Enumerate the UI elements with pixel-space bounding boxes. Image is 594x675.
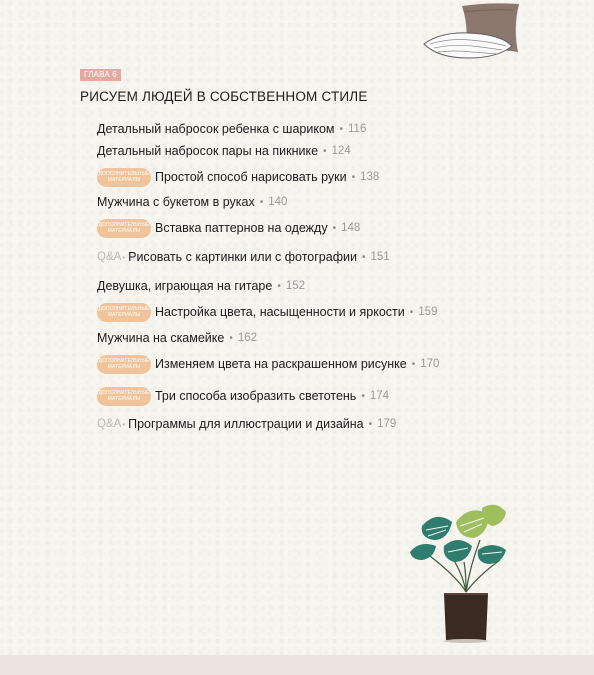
extra-materials-tag-line2: МАТЕРИАЛЫ [107, 177, 141, 183]
extra-materials-tag-line1: ДОПОЛНИТЕЛЬНЫЕ [98, 390, 150, 396]
chapter-badge: ГЛАВА 6 [80, 69, 121, 81]
page-bottom-band [0, 655, 594, 675]
toc-entry-title: Девушка, играющая на гитаре [97, 279, 273, 293]
toc-entry[interactable] [97, 354, 439, 374]
qa-separator: • [122, 420, 126, 429]
toc-page-number: 159 [418, 306, 438, 318]
qa-label [97, 418, 125, 430]
toc-entry-title: Мужчина с букетом в руках [97, 195, 255, 209]
toc-separator: • [409, 306, 414, 318]
toc-page-number: 162 [237, 332, 258, 344]
toc-entry[interactable] [97, 386, 389, 406]
toc-entry-title: Программы для иллюстрации и дизайна [128, 417, 364, 431]
qa-separator: • [122, 253, 126, 262]
toc-entry[interactable] [97, 302, 437, 322]
toc-entry[interactable] [97, 167, 379, 187]
toc-entry-title: Настройка цвета, насыщенности и яркости [155, 305, 405, 319]
toc-entry-title: Детальный набросок ребенка с шариком [97, 122, 335, 136]
toc-entry[interactable] [97, 119, 366, 139]
toc-entry-title: Детальный набросок пары на пикнике [97, 144, 319, 158]
toc-separator: • [339, 123, 344, 135]
toc-page-number: 138 [360, 171, 380, 183]
extra-materials-tag-line1: ДОПОЛНИТЕЛЬНЫЕ [98, 306, 150, 312]
toc-separator: • [368, 418, 373, 430]
toc-separator: • [361, 251, 366, 263]
toc-separator: • [351, 171, 356, 183]
toc-entry-title: Рисовать с картинки или с фотографии [128, 250, 357, 264]
extra-materials-tag-line1: ДОПОЛНИТЕЛЬНЫЕ [98, 171, 150, 177]
toc-entry[interactable] [97, 192, 287, 212]
toc-entry[interactable] [97, 328, 257, 348]
toc-entry-title: Вставка паттернов на одежду [155, 221, 328, 235]
extra-materials-tag [97, 219, 151, 238]
extra-materials-tag-line2: МАТЕРИАЛЫ [107, 364, 141, 370]
pillow-illustration-icon [420, 0, 530, 66]
extra-materials-tag [97, 303, 151, 322]
toc-entry[interactable] [97, 218, 360, 238]
potted-plant-illustration-icon [408, 500, 518, 645]
toc-page-number: 174 [369, 390, 390, 402]
toc-page-number: 179 [377, 418, 397, 430]
toc-page-number: 148 [341, 222, 361, 234]
extra-materials-tag-line2: МАТЕРИАЛЫ [107, 396, 141, 402]
extra-materials-tag-line1: ДОПОЛНИТЕЛЬНЫЕ [98, 222, 150, 228]
toc-page-number: 152 [285, 280, 306, 292]
qa-label-text: Q&A [97, 251, 122, 263]
toc-entry-title: Изменяем цвета на раскрашенном рисунке [155, 357, 407, 371]
toc-entry[interactable] [97, 276, 305, 296]
toc-separator: • [332, 222, 337, 234]
toc-page-number: 124 [331, 145, 351, 157]
extra-materials-tag [97, 168, 151, 187]
toc-separator: • [411, 358, 416, 370]
toc-entry[interactable] [97, 414, 396, 434]
extra-materials-tag [97, 387, 151, 406]
toc-separator: • [323, 145, 327, 157]
qa-label-text: Q&A [97, 418, 122, 430]
extra-materials-tag [97, 355, 151, 374]
extra-materials-tag-line1: ДОПОЛНИТЕЛЬНЫЕ [98, 358, 150, 364]
toc-page-number: 140 [268, 196, 288, 208]
toc-page-number: 151 [370, 251, 390, 263]
toc-separator: • [259, 196, 264, 208]
toc-entry[interactable] [97, 141, 351, 161]
toc-entry-title: Мужчина на скамейке [97, 331, 225, 345]
toc-separator: • [361, 390, 365, 402]
toc-page-number: 170 [420, 358, 440, 370]
toc-page-number: 116 [348, 123, 367, 135]
qa-label [97, 251, 125, 263]
chapter-title: РИСУЕМ ЛЮДЕЙ В СОБСТВЕННОМ СТИЛЕ [80, 89, 368, 104]
extra-materials-tag-line2: МАТЕРИАЛЫ [107, 228, 141, 234]
toc-entry[interactable] [97, 247, 390, 267]
toc-entry-title: Простой способ нарисовать руки [155, 170, 347, 184]
extra-materials-tag-line2: МАТЕРИАЛЫ [107, 312, 141, 318]
toc-separator: • [277, 280, 281, 292]
toc-entry-title: Три способа изобразить светотень [155, 389, 357, 403]
toc-separator: • [229, 332, 233, 344]
